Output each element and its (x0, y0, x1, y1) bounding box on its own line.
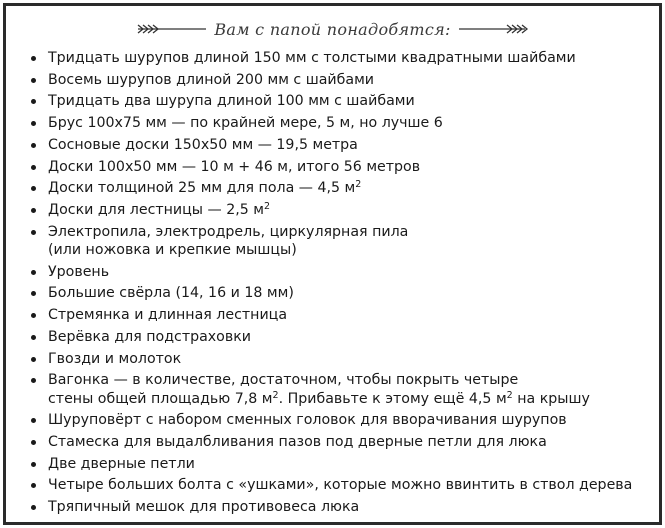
content-frame (3, 3, 662, 525)
list-item-text: Тряпичный мешок для противовеса люка (48, 499, 360, 516)
list-item (22, 411, 649, 429)
list-item (22, 455, 649, 473)
list-item (22, 263, 649, 281)
superscript: 2 (355, 179, 362, 191)
list-item (22, 223, 649, 260)
bullet-icon (31, 291, 36, 296)
list-title: Вам с папой понадобятся: (214, 19, 451, 39)
text-segment: на крышу (512, 390, 590, 407)
list-item (22, 158, 649, 176)
bullet-icon (31, 165, 36, 170)
list-item-text: Стремянка и длинная лестница (48, 307, 288, 324)
list-item-text: Доски 100x50 мм — 10 м + 46 м, итого 56 метров (48, 158, 421, 175)
list-item-text: Большие свёрла (14, 16 и 18 мм) (48, 285, 294, 302)
list-item-text-line-1: Электропила, электродрель, циркулярная пила (48, 223, 409, 240)
list-item-text: Уровень (48, 263, 110, 280)
supplies-list (22, 49, 649, 520)
bullet-icon (31, 440, 36, 445)
list-item (22, 49, 649, 67)
bullet-icon (31, 505, 36, 510)
bullet-icon (31, 357, 36, 362)
list-item-text: Четыре больших болта с «ушками», которые можно ввинтить в ствол дерева (48, 477, 633, 494)
bullet-icon (31, 121, 36, 126)
text-segment: стены общей площадью 7,8 м (48, 390, 273, 407)
list-item-text: Доски толщиной 25 мм для пола — 4,5 м (48, 180, 356, 197)
list-item (22, 371, 649, 408)
list-item (22, 114, 649, 132)
superscript: 2 (264, 200, 271, 212)
list-item (22, 350, 649, 368)
bullet-icon (31, 378, 36, 383)
arrow-head-right-icon (459, 22, 529, 36)
list-item (22, 433, 649, 451)
list-item-text: Сосновые доски 150x50 мм — 19,5 метра (48, 136, 358, 153)
list-item (22, 328, 649, 346)
bullet-icon (31, 143, 36, 148)
list-item-text: Тридцать два шурупа длиной 100 мм с шайбами (48, 93, 415, 110)
list-item (22, 92, 649, 110)
bullet-icon (31, 335, 36, 340)
list-item-text: Гвозди и молоток (48, 350, 182, 367)
superscript: 2 (506, 389, 513, 401)
list-item (22, 476, 649, 494)
list-item-text: Две дверные петли (48, 455, 195, 472)
bullet-icon (31, 186, 36, 191)
bullet-icon (31, 78, 36, 83)
list-item-text: Верёвка для подстраховки (48, 328, 252, 345)
superscript: 2 (272, 389, 279, 401)
bullet-icon (31, 230, 36, 235)
bullet-icon (31, 313, 36, 318)
bullet-icon (31, 99, 36, 104)
bullet-icon (31, 56, 36, 61)
bullet-icon (31, 270, 36, 275)
list-item (22, 179, 649, 197)
list-item-text: Брус 100x75 мм — по крайней мере, 5 м, но лучше 6 (48, 115, 443, 132)
list-item-text-line-1: Вагонка — в количестве, достаточном, чтобы покрыть четыре (48, 372, 519, 389)
bullet-icon (31, 483, 36, 488)
list-item-text-line-2 (48, 390, 649, 408)
list-item-text: Стамеска для выдалбливания пазов под дверные петли для люка (48, 434, 547, 451)
list-item (22, 136, 649, 154)
list-item-text: Доски для лестницы — 2,5 м (48, 201, 264, 218)
text-segment: . Прибавьте к этому ещё 4,5 м (278, 390, 507, 407)
list-item (22, 498, 649, 516)
bullet-icon (31, 208, 36, 213)
bullet-icon (31, 418, 36, 423)
list-item (22, 201, 649, 219)
list-header (6, 16, 659, 42)
list-item-text: Тридцать шурупов длиной 150 мм с толстыми квадратными шайбами (48, 50, 576, 66)
bullet-icon (31, 462, 36, 467)
list-item-text: Восемь шурупов длиной 200 мм с шайбами (48, 71, 374, 88)
list-item (22, 71, 649, 89)
list-item (22, 306, 649, 324)
arrow-fletching-left-icon (136, 22, 206, 36)
list-item-text: Шуруповёрт с набором сменных головок для вворачивания шурупов (48, 412, 567, 429)
list-item-text-line-2: (или ножовка и крепкие мышцы) (48, 242, 297, 259)
list-item (22, 284, 649, 302)
